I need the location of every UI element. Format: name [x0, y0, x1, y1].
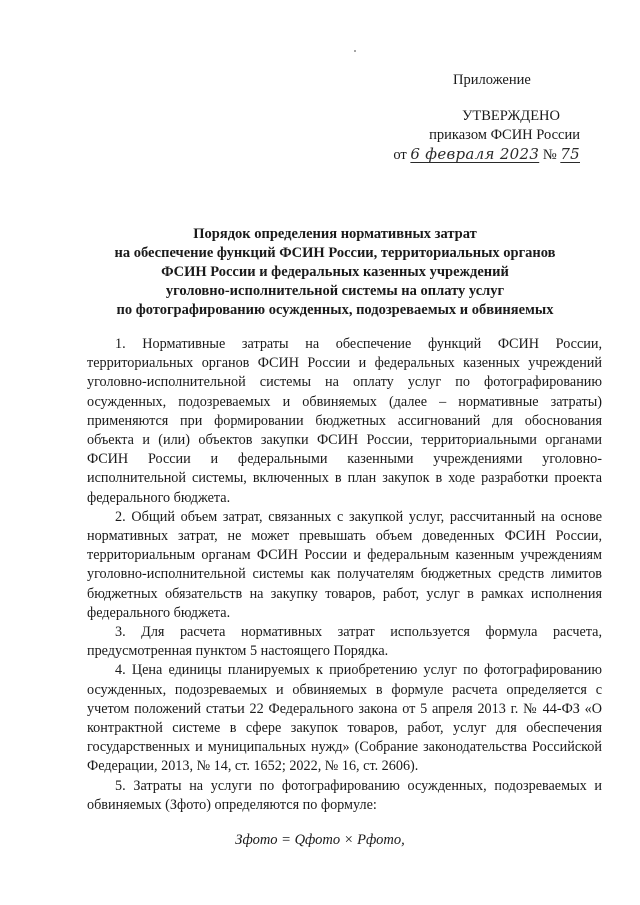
- title-line: Порядок определения нормативных затрат: [193, 226, 477, 242]
- order-text: приказом ФСИН России: [429, 127, 580, 143]
- order-date-row: [330, 145, 580, 165]
- scan-speck: [354, 50, 356, 52]
- paragraph-2: 2. Общий объем затрат, связанных с закупкой услуг, рассчитанный на основе нормативных затрат, не может превышать объем доведенных ФСИН России, территориальным органам ФСИН России и федеральным казенным учреждениям уголовно-исполнительной системы как получателям бюджетных средств лимитов бюджетных обязательств на закупку товаров, работ, услуг в рамках исполнения федерального бюджета.: [87, 508, 602, 621]
- paragraph-3: 3. Для расчета нормативных затрат используется формула расчета, предусмотренная пунктом 5 настоящего Порядка.: [87, 624, 602, 660]
- document-title: [70, 225, 600, 320]
- paragraph-4: 4. Цена единицы планируемых к приобретению услуг по фотографированию осужденных, подозреваемых и обвиняемых в формуле расчета определяется с учетом положений статьи 22 Федерального закона от 5 апреля 2013 г. № 44-ФЗ «О контрактной системе в сфере закупок товаров, работ, услуг для обеспечения государственных и муниципальных нужд» (Собрание законодательства Российской Федерации, 2013, № 14, ст. 1652; 2022, № 16, ст. 2606).: [87, 662, 602, 775]
- number-label: №: [542, 147, 557, 163]
- handwritten-date: 6 февраля 2023: [410, 145, 540, 163]
- document-body: [87, 335, 602, 815]
- handwritten-number: 75: [560, 145, 580, 163]
- cost-formula: Зфото = Qфото × Pфото,: [235, 832, 405, 848]
- title-line: уголовно-исполнительной системы на оплату услуг: [165, 283, 505, 299]
- appendix-label: Приложение: [453, 72, 531, 88]
- paragraph-5: 5. Затраты на услуги по фотографированию осужденных, подозреваемых и обвиняемых (Зфото) определяются по формуле:: [87, 777, 602, 813]
- title-line: на обеспечение функций ФСИН России, территориальных органов: [114, 245, 556, 261]
- title-line: ФСИН России и федеральных казенных учреждений: [161, 264, 509, 280]
- paragraph-1: 1. Нормативные затраты на обеспечение функций ФСИН России, территориальных органов ФСИН России и федеральных казенных учреждений уголовно-исполнительной системы на оплату услуг по фотографированию осужденных, подозреваемых и обвиняемых (далее – нормативные затраты) применяются при формировании бюджетных ассигнований для обоснования объекта и (или) объектов закупки ФСИН России, территориальными органами ФСИН России и федеральными казенными учреждениями уголовно-исполнительной системы, включенных в план закупок в ходе разработки проекта федерального бюджета.: [87, 336, 602, 506]
- date-prefix: от: [393, 147, 407, 163]
- approved-label: УТВЕРЖДЕНО: [462, 108, 560, 124]
- approval-block: [330, 107, 580, 165]
- title-line: по фотографированию осужденных, подозреваемых и обвиняемых: [116, 302, 554, 318]
